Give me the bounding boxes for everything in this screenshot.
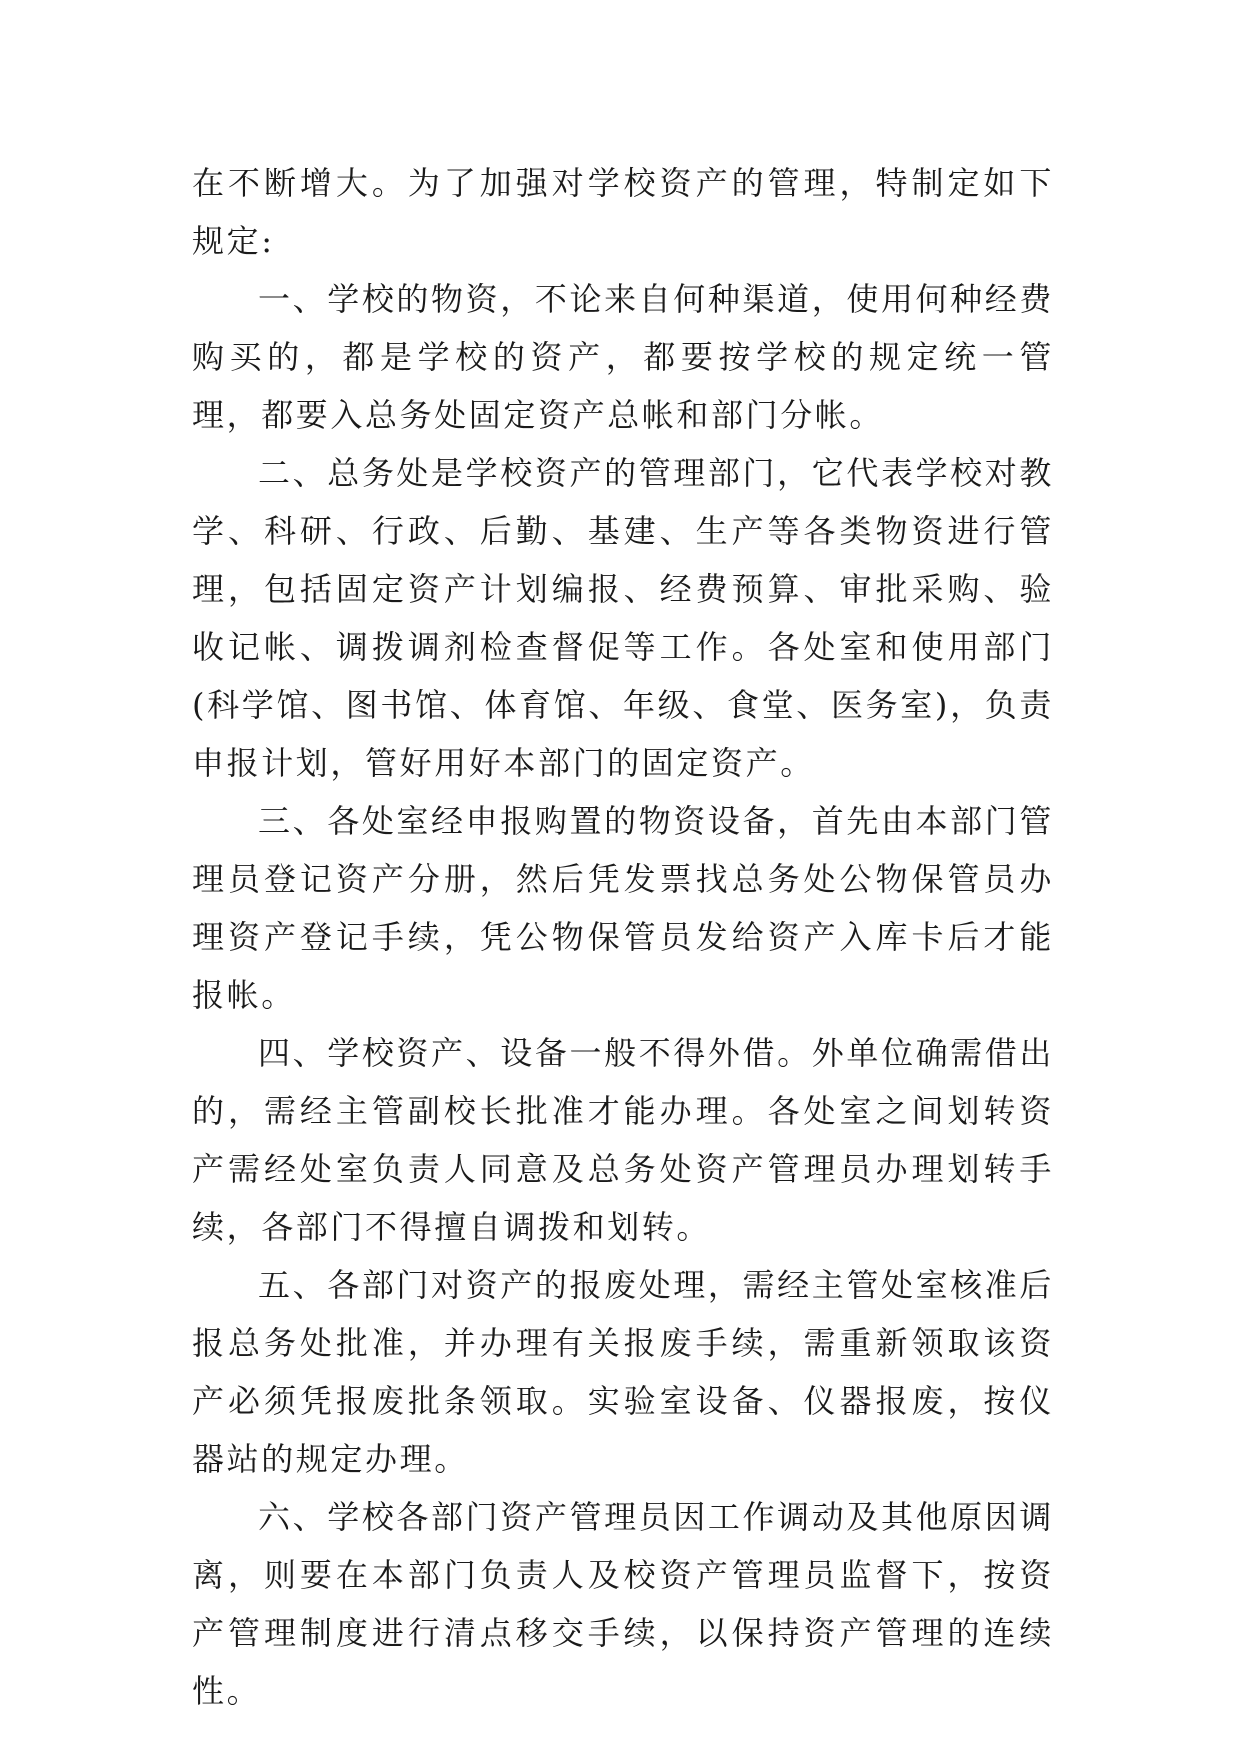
paragraph-rule-2: 二、总务处是学校资产的管理部门，它代表学校对教学、科研、行政、后勤、基建、生产等各类物资进行管理，包括固定资产计划编报、经费预算、审批采购、验收记帐、调拨调剂检查督促等工作。各处室和使用部门(科学馆、图书馆、体育馆、年级、食堂、医务室)，负责申报计划，管好用好本部门的固定资产。 xyxy=(192,454,1054,782)
document-body xyxy=(192,154,1054,1720)
paragraph-rule-6: 六、学校各部门资产管理员因工作调动及其他原因调离，则要在本部门负责人及校资产管理员监督下，按资产管理制度进行清点移交手续，以保持资产管理的连续性。 xyxy=(192,1498,1054,1710)
paragraph-intro: 在不断增大。为了加强对学校资产的管理，特制定如下规定: xyxy=(192,164,1054,260)
paragraph-rule-5: 五、各部门对资产的报废处理，需经主管处室核准后报总务处批准，并办理有关报废手续，需重新领取该资产必须凭报废批条领取。实验室设备、仪器报废，按仪器站的规定办理。 xyxy=(192,1266,1054,1478)
paragraph-rule-4: 四、学校资产、设备一般不得外借。外单位确需借出的，需经主管副校长批准才能办理。各处室之间划转资产需经处室负责人同意及总务处资产管理员办理划转手续，各部门不得擅自调拨和划转。 xyxy=(192,1034,1054,1246)
paragraph-rule-1: 一、学校的物资，不论来自何种渠道，使用何种经费购买的，都是学校的资产，都要按学校的规定统一管理，都要入总务处固定资产总帐和部门分帐。 xyxy=(192,280,1054,434)
paragraph-rule-3: 三、各处室经申报购置的物资设备，首先由本部门管理员登记资产分册，然后凭发票找总务处公物保管员办理资产登记手续，凭公物保管员发给资产入库卡后才能报帐。 xyxy=(192,802,1054,1014)
